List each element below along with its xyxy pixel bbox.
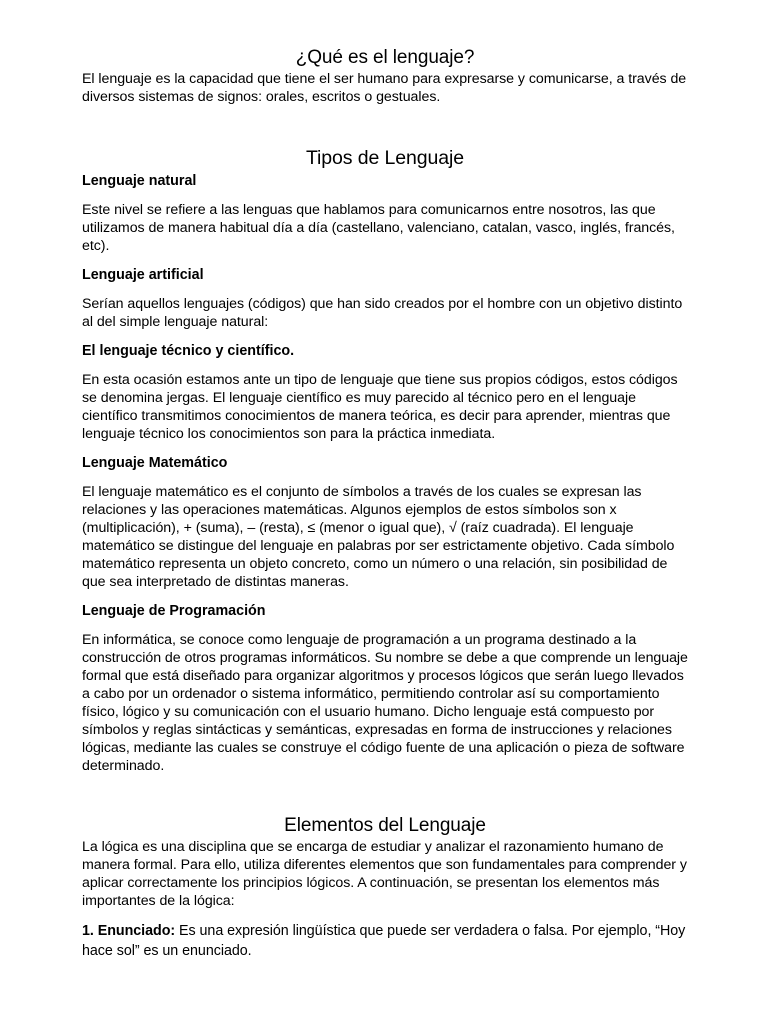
paragraph-lenguaje-natural: Este nivel se refiere a las lenguas que hablamos para comunicarnos entre nosotros, las que utilizamos de manera habitual día a día (castellano, valenciano, catalan, vasco, inglés, francés, etc). xyxy=(82,202,675,254)
intro-paragraph: El lenguaje es la capacidad que tiene el ser humano para expresarse y comunicarse, a través de diversos sistemas de signos: orales, escritos o gestuales. xyxy=(82,71,687,105)
paragraph-lenguaje-programacion: En informática, se conoce como lenguaje de programación a un programa destinado a la construcción de otros programas informáticos. Su nombre se debe a que comprende un lenguaje formal que está diseñado para organizar algoritmos y procesos lógicos que serán luego llevados a cabo por un ordenador o sistema informático, permitiendo controlar así su comportamiento físico, lógico y su comunicación con el usuario humano. Dicho lenguaje está compuesto por símbolos y reglas sintácticas y semánticas, expresadas en forma de instrucciones y relaciones lógicas, mediante las cuales se construye el código fuente de una aplicación o pieza de software determinado. xyxy=(82,632,688,774)
list-item-enunciado xyxy=(82,921,688,961)
intro-elementos-paragraph: La lógica es una disciplina que se encarga de estudiar y analizar el razonamiento humano de manera formal. Para ello, utiliza diferentes elementos que son fundamentales para comprender y aplicar correctamente los principios lógicos. A continuación, se presentan los elementos más importantes de la lógica: xyxy=(82,839,687,909)
list-item-enunciado-label: 1. Enunciado: xyxy=(82,923,176,939)
section-title-que-es-lenguaje: ¿Qué es el lenguaje? xyxy=(295,47,475,68)
document-content xyxy=(82,46,688,961)
subheading-lenguaje-natural: Lenguaje natural xyxy=(82,173,197,189)
paragraph-lenguaje-artificial: Serían aquellos lenguajes (códigos) que han sido creados por el hombre con un objetivo distinto al del simple lenguaje natural: xyxy=(82,296,683,330)
subheading-lenguaje-matematico: Lenguaje Matemático xyxy=(82,455,228,471)
paragraph-lenguaje-matematico: El lenguaje matemático es el conjunto de símbolos a través de los cuales se expresan las relaciones y las operaciones matemáticas. Algunos ejemplos de estos símbolos son x (multiplicación), + (suma), – (resta), ≤ (menor o igual que), √ (raíz cuadrada). El lenguaje matemático se distingue del lenguaje en palabras por ser estrictamente objetivo. Cada símbolo matemático representa un objeto concreto, como un número o una relación, sin posibilidad de que sea interpretado de distintas maneras. xyxy=(82,484,675,590)
subheading-lenguaje-tecnico-cientifico: El lenguaje técnico y científico. xyxy=(82,343,295,359)
section-title-elementos-lenguaje: Elementos del Lenguaje xyxy=(284,815,486,836)
list-item-enunciado-text: Es una expresión lingüística que puede ser verdadera o falsa. Por ejemplo, “Hoy hace sol” es un enunciado. xyxy=(82,923,686,959)
section-title-tipos-lenguaje: Tipos de Lenguaje xyxy=(305,147,465,169)
subheading-lenguaje-programacion: Lenguaje de Programación xyxy=(82,603,266,619)
subheading-lenguaje-artificial: Lenguaje artificial xyxy=(82,267,204,283)
paragraph-lenguaje-tecnico-cientifico: En esta ocasión estamos ante un tipo de lenguaje que tiene sus propios códigos, estos códigos se denomina jergas. El lenguaje científico es muy parecido al técnico pero en el lenguaje científico transmitimos conocimientos de manera teórica, es decir para aprender, mientras que lenguaje técnico los conocimientos son para la práctica inmediata. xyxy=(82,372,678,442)
